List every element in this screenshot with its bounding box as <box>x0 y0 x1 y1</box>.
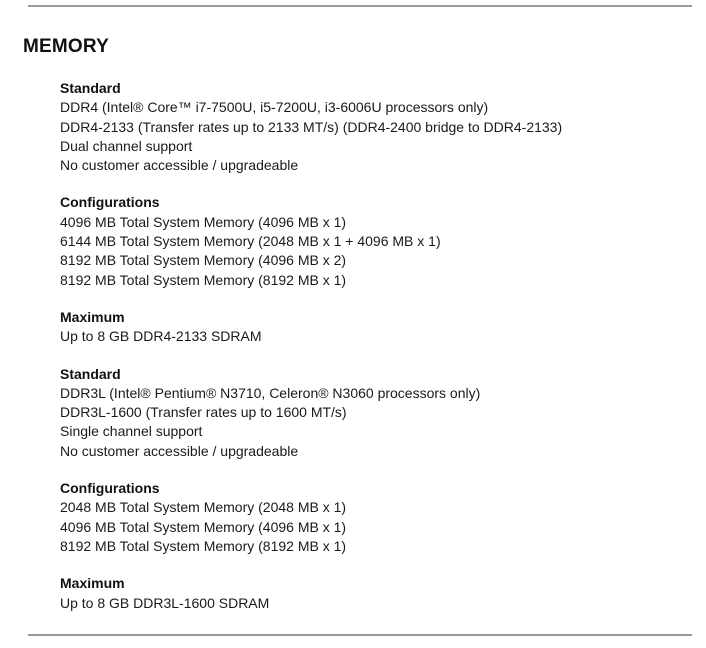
section-heading: Maximum <box>60 575 125 592</box>
spec-section-maximum-ddr4 <box>60 308 690 347</box>
spec-line: 4096 MB Total System Memory (4096 MB x 1) <box>60 213 347 230</box>
spec-line: DDR3L (Intel® Pentium® N3710, Celeron® N3060 processors only) <box>60 384 481 401</box>
spec-line: DDR4-2133 (Transfer rates up to 2133 MT/s) (DDR4-2400 bridge to DDR4-2133) <box>60 118 563 135</box>
spec-line: 6144 MB Total System Memory (2048 MB x 1 + 4096 MB x 1) <box>60 233 441 250</box>
section-heading: Configurations <box>60 194 160 211</box>
page-title: MEMORY <box>23 36 109 57</box>
section-heading: Standard <box>60 365 121 382</box>
spec-section-standard-ddr3l <box>60 365 690 461</box>
spec-section-standard-ddr4 <box>60 79 690 175</box>
spec-line: Up to 8 GB DDR3L-1600 SDRAM <box>60 594 270 611</box>
spec-section-configurations-ddr4 <box>60 193 690 289</box>
section-heading: Configurations <box>60 480 160 497</box>
spec-line: DDR4 (Intel® Core™ i7-7500U, i5-7200U, i3-6006U processors only) <box>60 99 489 116</box>
spec-section-maximum-ddr3l <box>60 574 690 613</box>
top-divider <box>28 5 692 7</box>
spec-line: No customer accessible / upgradeable <box>60 442 299 459</box>
spec-line: 8192 MB Total System Memory (8192 MB x 1) <box>60 537 347 554</box>
spec-line: Single channel support <box>60 423 203 440</box>
spec-line: 8192 MB Total System Memory (8192 MB x 1) <box>60 271 347 288</box>
section-heading: Maximum <box>60 308 125 325</box>
spec-line: Dual channel support <box>60 137 193 154</box>
spec-line: 2048 MB Total System Memory (2048 MB x 1) <box>60 499 347 516</box>
bottom-divider <box>28 634 692 636</box>
spec-line: No customer accessible / upgradeable <box>60 157 299 174</box>
spec-line: DDR3L-1600 (Transfer rates up to 1600 MT/s) <box>60 404 347 421</box>
section-heading: Standard <box>60 80 121 96</box>
spec-line: 4096 MB Total System Memory (4096 MB x 1) <box>60 518 347 535</box>
memory-spec-content <box>60 79 690 631</box>
spec-line: 8192 MB Total System Memory (4096 MB x 2) <box>60 252 347 269</box>
spec-section-configurations-ddr3l <box>60 479 690 556</box>
spec-line: Up to 8 GB DDR4-2133 SDRAM <box>60 328 262 345</box>
